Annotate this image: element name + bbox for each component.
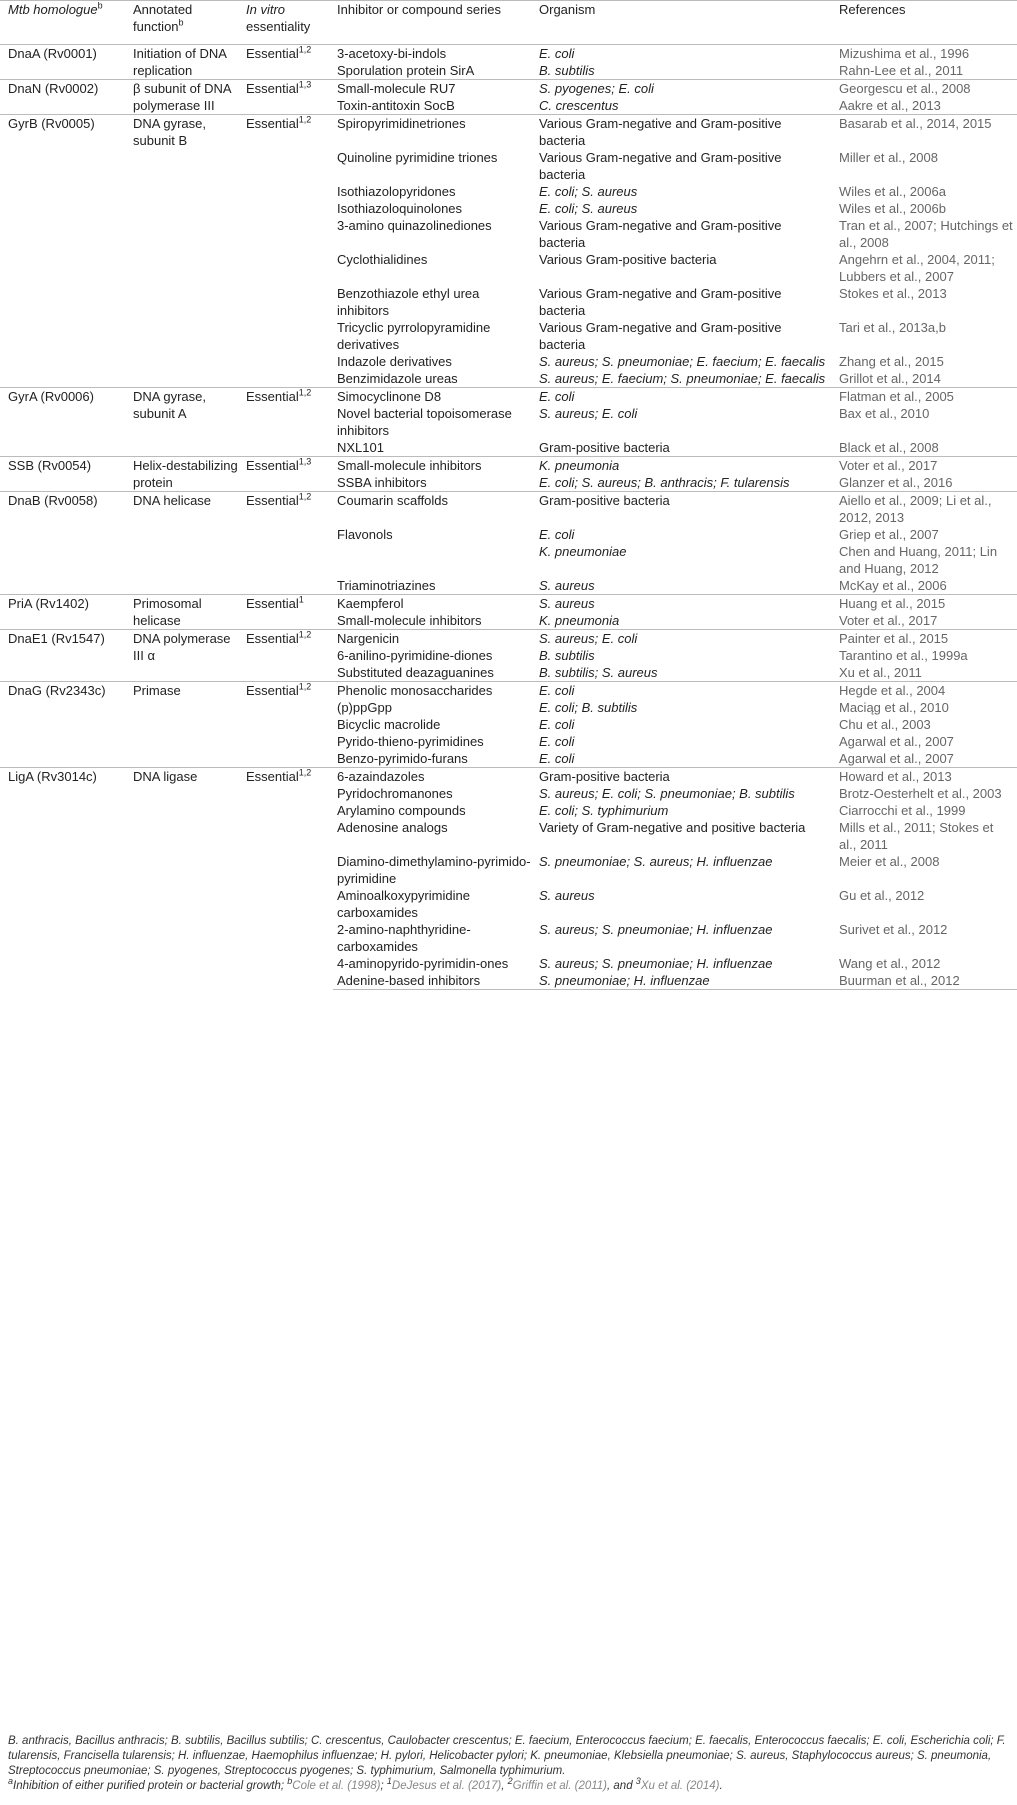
inhibitor-cell: Adenosine analogs xyxy=(337,820,448,835)
inhibitor-cell: NXL101 xyxy=(337,440,384,455)
reference-cell[interactable]: Buurman et al., 2012 xyxy=(835,972,1017,990)
organism-cell: E. coli xyxy=(539,751,575,766)
reference-cell[interactable]: Wiles et al., 2006b xyxy=(839,201,946,216)
organism-cell: S. pneumoniae; S. aureus; H. influenzae xyxy=(539,854,773,869)
inhibitor-cell: 6-anilino-pyrimidine-diones xyxy=(337,648,493,663)
function-cell: DNA helicase xyxy=(129,492,242,595)
reference-cell[interactable]: Huang et al., 2015 xyxy=(835,595,1017,613)
citation-link[interactable]: Griffin et al. (2011) xyxy=(512,1780,608,1792)
homologue-cell: GyrA (Rv0006) xyxy=(0,388,129,457)
inhibitor-cell: Small-molecule RU7 xyxy=(333,80,535,98)
reference-cell[interactable]: Gu et al., 2012 xyxy=(839,888,925,903)
inhibitor-cell: Small-molecule inhibitors xyxy=(333,457,535,475)
organism-cell: S. aureus xyxy=(539,888,595,903)
reference-cell[interactable]: Glanzer et al., 2016 xyxy=(839,475,953,490)
inhibitor-cell: Cyclothialidines xyxy=(337,252,428,267)
reference-cell[interactable]: Aakre et al., 2013 xyxy=(839,98,941,113)
organism-cell: E. coli xyxy=(535,388,835,406)
reference-cell[interactable]: Angehrn et al., 2004, 2011; Lubbers et al., 2007 xyxy=(839,252,995,284)
function-cell: DNA polymerase III α xyxy=(129,630,242,682)
reference-cell[interactable]: Bax et al., 2010 xyxy=(839,406,930,421)
header-function: Annotated function$^b$ xyxy=(129,1,242,45)
homologue-cell: DnaA (Rv0001) xyxy=(0,45,129,80)
table-row xyxy=(0,115,1017,150)
function-cell: Primosomal helicase xyxy=(129,595,242,630)
function-cell: Helix-destabilizing protein xyxy=(129,457,242,492)
inhibitor-cell: Phenolic monosaccharides xyxy=(333,682,535,700)
table-row xyxy=(0,768,1017,786)
inhibitor-cell: 6-azaindazoles xyxy=(333,768,535,786)
reference-cell[interactable]: Voter et al., 2017 xyxy=(835,457,1017,475)
function-cell: DNA gyrase, subunit A xyxy=(129,388,242,457)
table-row xyxy=(0,492,1017,527)
inhibitor-cell: Spiropyrimidinetriones xyxy=(333,115,535,150)
function-cell: DNA ligase xyxy=(129,768,242,990)
function-cell: DNA gyrase, subunit B xyxy=(129,115,242,388)
organism-cell: E. coli; S. typhimurium xyxy=(539,803,669,818)
essentiality-cell: Essential$^{1,2}$ xyxy=(242,630,333,682)
essentiality-cell: Essential$^{1,2}$ xyxy=(242,45,333,80)
organism-cell: S. aureus; E. coli xyxy=(539,406,638,421)
citation-link[interactable]: DeJesus et al. (2017) xyxy=(391,1780,502,1792)
organism-cell: E. coli; B. subtilis xyxy=(539,700,638,715)
organism-cell: E. coli xyxy=(535,45,835,63)
reference-cell[interactable]: Tarantino et al., 1999a xyxy=(839,648,968,663)
abbreviations-note: B. anthracis, Bacillus anthracis; B. subtilis, Bacillus subtilis; C. crescentus, Caulobacter crescentus; E. faecium, Enterococcus faecium; E. faecalis, Enterococcus faecalis; E. coli, Escherichia coli; F. tularensis, Francisella tularensis; H. influenzae, Haemophilus influenzae; H. pylori, Helicobacter pylori; K. pneumoniae, Klebsiella pneumoniae; S. aureus, Staphylococcus aureus; S. pneumonia, Streptococcus pneumoniae; S. pyogenes, Streptococcus pyogenes; S. typhimurium, Salmonella typhimurium. xyxy=(8,1735,1006,1777)
inhibitor-cell: 3-amino quinazolinediones xyxy=(337,218,492,233)
organism-cell: S. aureus xyxy=(535,595,835,613)
reference-cell[interactable]: Tari et al., 2013a,b xyxy=(839,320,946,335)
organism-cell: K. pneumonia xyxy=(539,613,620,628)
inhibitor-cell: Adenine-based inhibitors xyxy=(333,972,535,990)
function-cell: Initiation of DNA replication xyxy=(129,45,242,80)
reference-cell[interactable]: Maciąg et al., 2010 xyxy=(839,700,949,715)
inhibitor-cell: Pyrido-thieno-pyrimidines xyxy=(337,734,484,749)
table-footnotes xyxy=(8,1734,1008,1794)
reference-cell[interactable]: Zhang et al., 2015 xyxy=(839,354,944,369)
header-essentiality: In vitro essentiality xyxy=(242,1,333,45)
inhibitor-cell: Isothiazolopyridones xyxy=(337,184,456,199)
inhibitor-cell: 2-amino-naphthyridine-carboxamides xyxy=(337,922,471,954)
organism-cell: B. subtilis; S. aureus xyxy=(539,665,658,680)
function-cell: Primase xyxy=(129,682,242,768)
organism-cell: C. crescentus xyxy=(539,98,619,113)
organism-cell: B. subtilis xyxy=(539,648,595,663)
organism-cell: S. aureus; E. coli; S. pneumoniae; B. subtilis xyxy=(539,786,795,801)
inhibitor-cell: Isothiazoloquinolones xyxy=(337,201,463,216)
inhibitor-cell: Nargenicin xyxy=(333,630,535,648)
homologue-cell: LigA (Rv3014c) xyxy=(0,768,129,990)
organism-cell: S. pyogenes; E. coli xyxy=(535,80,835,98)
inhibitor-cell: Indazole derivatives xyxy=(337,354,452,369)
organism-cell: E. coli; S. aureus; B. anthracis; F. tularensis xyxy=(539,475,790,490)
homologue-cell: DnaB (Rv0058) xyxy=(0,492,129,595)
superscript-notes: $^a$Inhibition of either purified protein or bacterial growth; $^b$Cole et al. (1998); $^1$DeJesus et al. (2017), $^2$Griffin et al. (2011), and $^3$Xu et al. (2014). xyxy=(8,1776,723,1792)
essentiality-cell: Essential$^{1,3}$ xyxy=(242,80,333,115)
table-row xyxy=(0,630,1017,648)
inhibitor-cell: 4-aminopyrido-pyrimidin-ones xyxy=(337,956,509,971)
inhibitor-cell: Flavonols xyxy=(337,527,393,542)
inhibitor-cell: Small-molecule inhibitors xyxy=(337,613,482,628)
reference-cell[interactable]: Painter et al., 2015 xyxy=(835,630,1017,648)
inhibitor-cell xyxy=(333,543,535,577)
organism-cell: K. pneumoniae xyxy=(539,544,627,559)
organism-cell: S. aureus; E. faecium; S. pneumoniae; E. faecalis xyxy=(539,371,826,386)
inhibitor-cell: Benzo-pyrimido-furans xyxy=(337,751,468,766)
table-row xyxy=(0,682,1017,700)
inhibitor-cell: Benzothiazole ethyl urea inhibitors xyxy=(337,286,480,318)
inhibitor-cell: Tricyclic pyrrolopyramidine derivatives xyxy=(337,320,491,352)
reference-cell[interactable]: Aiello et al., 2009; Li et al., 2012, 2013 xyxy=(835,492,1017,527)
essentiality-cell: Essential$^1$ xyxy=(242,595,333,630)
organism-cell: Various Gram-negative and Gram-positive bacteria xyxy=(539,286,782,318)
organism-cell: E. coli; S. aureus xyxy=(539,184,638,199)
inhibitor-cell: Coumarin scaffolds xyxy=(333,492,535,527)
organism-cell: Gram-positive bacteria xyxy=(535,492,835,527)
organism-cell: E. coli xyxy=(535,682,835,700)
organism-cell: E. coli xyxy=(539,717,575,732)
reference-cell[interactable]: Agarwal et al., 2007 xyxy=(839,751,954,766)
homologue-cell: GyrB (Rv0005) xyxy=(0,115,129,388)
reference-cell[interactable]: Georgescu et al., 2008 xyxy=(835,80,1017,98)
essentiality-cell: Essential$^{1,2}$ xyxy=(242,115,333,388)
reference-cell[interactable]: Tran et al., 2007; Hutchings et al., 2008 xyxy=(839,218,1013,250)
reference-cell[interactable]: Black et al., 2008 xyxy=(839,440,939,455)
inhibitor-cell: Sporulation protein SirA xyxy=(337,63,475,78)
header-inhibitor: Inhibitor or compound series xyxy=(333,1,535,45)
reference-cell[interactable]: Mills et al., 2011; Stokes et al., 2011 xyxy=(839,820,994,852)
organism-cell: Gram-positive bacteria xyxy=(539,440,670,455)
reference-cell[interactable]: Wang et al., 2012 xyxy=(839,956,941,971)
homologue-cell: PriA (Rv1402) xyxy=(0,595,129,630)
reference-cell[interactable]: Chen and Huang, 2011; Lin and Huang, 2012 xyxy=(839,544,998,576)
organism-cell: Various Gram-positive bacteria xyxy=(539,252,717,267)
reference-cell[interactable]: Voter et al., 2017 xyxy=(839,613,938,628)
organism-cell: S. aureus; S. pneumoniae; H. influenzae xyxy=(539,922,773,937)
inhibitor-cell: Pyridochromanones xyxy=(337,786,453,801)
inhibitor-cell: Triaminotriazines xyxy=(337,578,436,593)
reference-cell[interactable]: Wiles et al., 2006a xyxy=(839,184,946,199)
table-row xyxy=(0,595,1017,613)
reference-cell[interactable]: Agarwal et al., 2007 xyxy=(839,734,954,749)
header-organism: Organism xyxy=(535,1,835,45)
header-homologue: Mtb homologue$^b$ xyxy=(0,1,129,45)
inhibitor-cell: Quinoline pyrimidine triones xyxy=(337,150,498,165)
inhibitor-cell: Arylamino compounds xyxy=(337,803,466,818)
inhibitor-cell: Diamino-dimethylamino-pyrimido-pyrimidine xyxy=(337,854,531,886)
organism-cell: Various Gram-negative and Gram-positive bacteria xyxy=(539,150,782,182)
organism-cell: S. aureus xyxy=(539,578,595,593)
organism-cell: K. pneumonia xyxy=(535,457,835,475)
inhibitor-cell: Substituted deazaguanines xyxy=(337,665,494,680)
organism-cell: Gram-positive bacteria xyxy=(535,768,835,786)
homologue-cell: DnaG (Rv2343c) xyxy=(0,682,129,768)
organism-cell: E. coli xyxy=(539,527,575,542)
citation-link[interactable]: Cole et al. (1998) xyxy=(292,1780,381,1792)
table-row xyxy=(0,80,1017,98)
inhibitor-cell: Novel bacterial topoisomerase inhibitors xyxy=(337,406,512,438)
reference-cell[interactable]: Ciarrocchi et al., 1999 xyxy=(839,803,966,818)
reference-cell[interactable]: Howard et al., 2013 xyxy=(835,768,1017,786)
essentiality-cell: Essential$^{1,2}$ xyxy=(242,768,333,990)
organism-cell: E. coli xyxy=(539,734,575,749)
essentiality-cell: Essential$^{1,3}$ xyxy=(242,457,333,492)
essentiality-cell: Essential$^{1,2}$ xyxy=(242,388,333,457)
organism-cell: S. aureus; S. pneumoniae; E. faecium; E. faecalis xyxy=(539,354,826,369)
inhibitor-cell: Kaempferol xyxy=(333,595,535,613)
essentiality-cell: Essential$^{1,2}$ xyxy=(242,492,333,595)
header-references: References xyxy=(835,1,1017,45)
inhibitor-cell: Toxin-antitoxin SocB xyxy=(337,98,455,113)
reference-cell[interactable]: Chu et al., 2003 xyxy=(839,717,931,732)
inhibitor-cell: Bicyclic macrolide xyxy=(337,717,441,732)
inhibitor-cell: (p)ppGpp xyxy=(337,700,392,715)
table-row xyxy=(0,45,1017,63)
reference-cell[interactable]: McKay et al., 2006 xyxy=(839,578,947,593)
essentiality-cell: Essential$^{1,2}$ xyxy=(242,682,333,768)
reference-cell[interactable]: Hegde et al., 2004 xyxy=(835,682,1017,700)
organism-cell: Variety of Gram-negative and positive bacteria xyxy=(539,820,806,835)
reference-cell[interactable]: Meier et al., 2008 xyxy=(839,854,940,869)
organism-cell: S. aureus; S. pneumoniae; H. influenzae xyxy=(539,956,773,971)
reference-cell[interactable]: Miller et al., 2008 xyxy=(839,150,938,165)
organism-cell: Various Gram-negative and Gram-positive bacteria xyxy=(539,218,782,250)
homologue-cell: DnaE1 (Rv1547) xyxy=(0,630,129,682)
reference-cell[interactable]: Stokes et al., 2013 xyxy=(839,286,947,301)
table-header-row xyxy=(0,1,1017,45)
reference-cell[interactable]: Mizushima et al., 1996 xyxy=(835,45,1017,63)
reference-cell[interactable]: Flatman et al., 2005 xyxy=(835,388,1017,406)
organism-cell: E. coli; S. aureus xyxy=(539,201,638,216)
organism-cell: B. subtilis xyxy=(539,63,595,78)
inhibitor-cell: Simocyclinone D8 xyxy=(333,388,535,406)
reference-cell[interactable]: Brotz-Oesterhelt et al., 2003 xyxy=(839,786,1002,801)
homologue-cell: DnaN (Rv0002) xyxy=(0,80,129,115)
homologue-cell: SSB (Rv0054) xyxy=(0,457,129,492)
function-cell: β subunit of DNA polymerase III xyxy=(129,80,242,115)
inhibitor-cell: Aminoalkoxypyrimidine carboxamides xyxy=(337,888,470,920)
inhibitor-cell: SSBA inhibitors xyxy=(337,475,427,490)
table-row xyxy=(0,457,1017,475)
reference-cell[interactable]: Grillot et al., 2014 xyxy=(839,371,941,386)
reference-cell[interactable]: Griep et al., 2007 xyxy=(839,527,939,542)
reference-cell[interactable]: Rahn-Lee et al., 2011 xyxy=(839,63,964,78)
reference-cell[interactable]: Surivet et al., 2012 xyxy=(839,922,948,937)
organism-cell: Various Gram-negative and Gram-positive bacteria xyxy=(535,115,835,150)
reference-cell[interactable]: Basarab et al., 2014, 2015 xyxy=(835,115,1017,150)
organism-cell: S. aureus; E. coli xyxy=(535,630,835,648)
organism-cell: S. pneumoniae; H. influenzae xyxy=(535,972,835,990)
inhibitor-cell: 3-acetoxy-bi-indols xyxy=(333,45,535,63)
citation-link[interactable]: Xu et al. (2014) xyxy=(640,1780,720,1792)
inhibitor-cell: Benzimidazole ureas xyxy=(337,371,458,386)
table-row xyxy=(0,388,1017,406)
reference-cell[interactable]: Xu et al., 2011 xyxy=(839,665,922,680)
organism-cell: Various Gram-negative and Gram-positive bacteria xyxy=(539,320,782,352)
table-body xyxy=(0,45,1017,990)
